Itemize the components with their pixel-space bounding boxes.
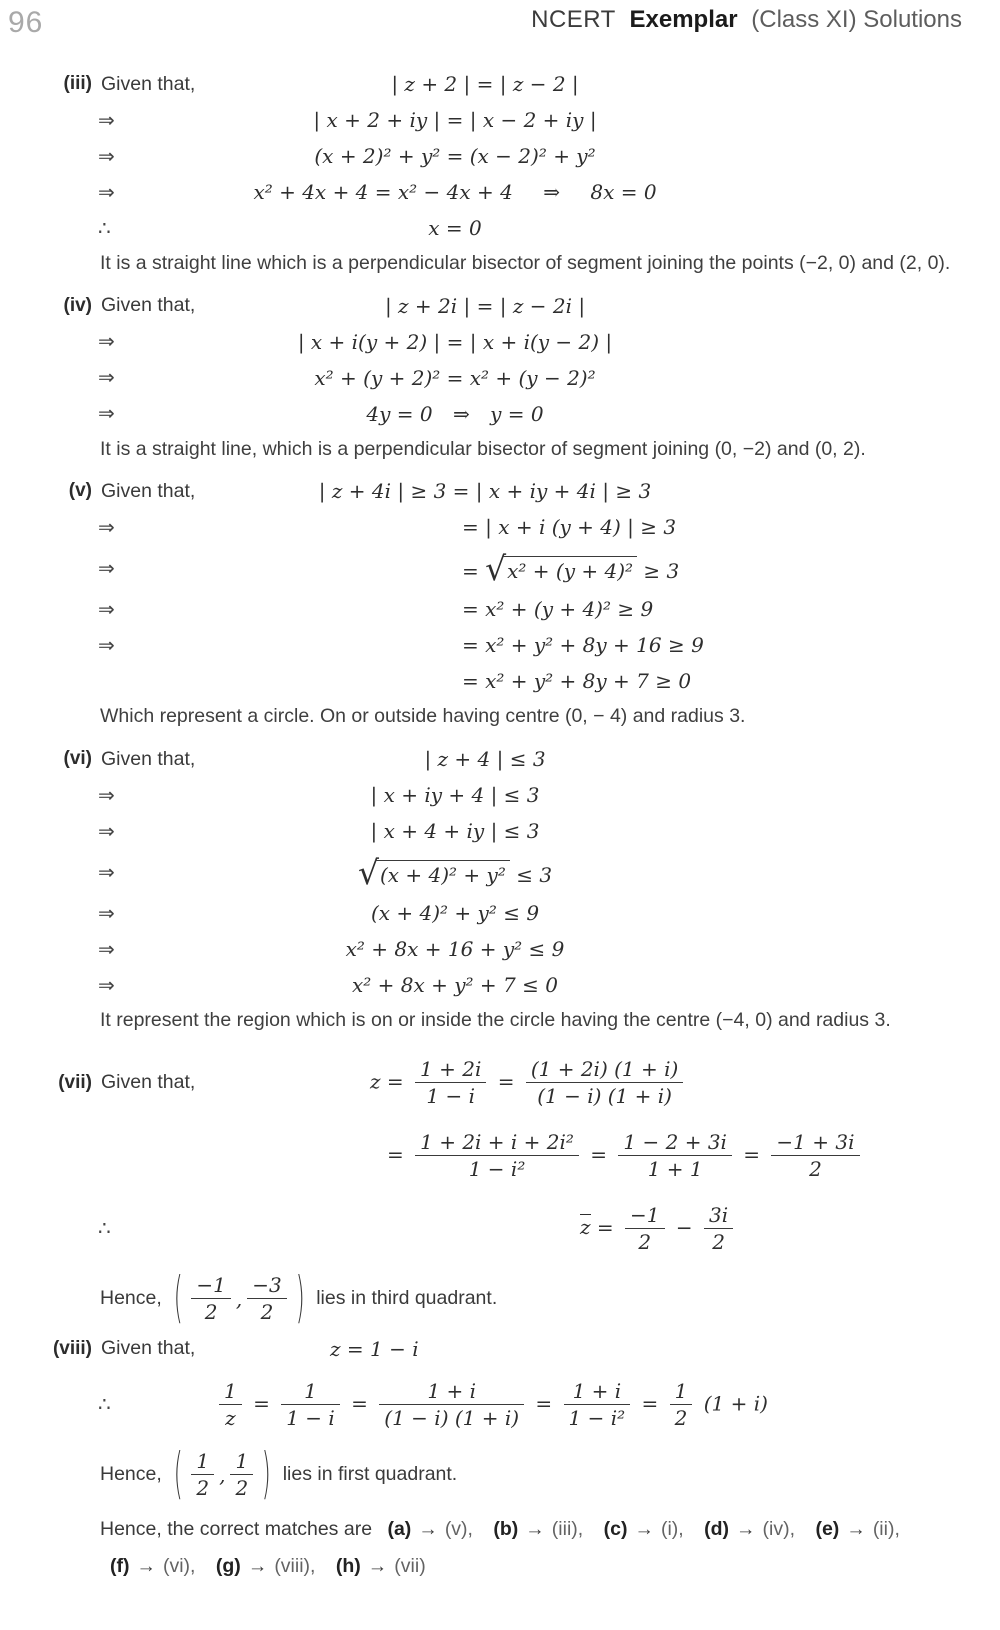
equals-sign: = [743,1142,761,1167]
comma: , [219,1462,226,1487]
book-title-suffix: (Class XI) Solutions [751,6,962,33]
fraction [281,1380,340,1430]
match-key: (c) [603,1517,628,1540]
match-key: (g) [215,1555,241,1577]
fraction [625,1204,664,1254]
numerator: −1 + 3i [771,1131,859,1156]
note-text: It represent the region which is on or inside the circle having the centre (−4, 0) and radius 3. [100,1009,891,1032]
equation-line: | z + 2i | = | z − 2i | [384,293,586,318]
implies-symbol: ⇒ [98,938,115,961]
row-vi-6 [0,931,1000,967]
match-key: (b) [493,1517,519,1540]
match-value: (vi), [162,1555,196,1577]
denominator: 1 − i [286,1406,335,1431]
open-paren: ( [173,1442,183,1507]
book-title [531,6,962,34]
fraction [526,1058,683,1108]
therefore-symbol: ∴ [98,1218,111,1241]
equation-line: x² + (y + 2)² = x² + (y − 2)² [314,365,596,390]
fraction [219,1380,242,1430]
given-text: Given that, [101,747,196,770]
match-key: (f) [110,1555,130,1577]
implies-symbol: ⇒ [98,181,115,204]
numerator: 1 [230,1450,253,1475]
hence-line-viii [0,1443,1000,1507]
square-root [485,548,637,588]
equation-line: x = 0 [428,216,482,240]
close-paren: ) [261,1442,271,1507]
equals-sign: = [351,1391,368,1416]
equation-line: | z + 4 | ≤ 3 [424,747,546,772]
equation-line [150,180,1000,204]
given-text: Given that, [101,1337,196,1360]
equation-line: = | x + i (y + 4) | ≥ 3 [462,515,677,540]
numerator: 1 − 2 + 3i [618,1131,732,1156]
therefore-symbol: ∴ [98,217,111,240]
given-text: Given that, [101,479,196,502]
row-vi-5 [0,895,1000,931]
fraction [771,1131,859,1181]
row-vii-2 [0,1121,1000,1191]
equation-line: = x² + (y + 4)² ≥ 9 [462,597,654,622]
denominator: 1 − i [426,1084,475,1109]
equation-part: (1 + i) [703,1391,768,1416]
final-matches-line-1 [0,1507,1000,1544]
row-viii-1 [0,1331,1000,1367]
denominator: 2 [204,1300,218,1325]
page-header [0,0,1000,40]
denominator: 1 − i² [568,1406,626,1431]
denominator: 2 [260,1300,274,1325]
denominator: 2 [196,1476,210,1501]
z-conjugate: z [580,1215,591,1240]
implies-symbol: ⇒ [98,145,115,168]
arrow-symbol: → [418,1517,438,1540]
numerator: 1 [281,1380,340,1405]
implies-symbol: ⇒ [98,820,115,843]
close-paren: ) [295,1266,305,1331]
row-vi-4 [0,849,1000,895]
equation-line: | x + 4 + iy | ≤ 3 [370,819,540,844]
equation-part: y = 0 [490,401,544,426]
denominator: 1 − i² [468,1157,526,1182]
fraction [415,1058,486,1108]
row-iv-4 [0,396,1000,432]
equation-line: z = 1 − i [330,1336,419,1361]
implies-symbol: ⇒ [98,634,115,657]
denominator: 2 [674,1406,688,1431]
equation-line [150,402,1000,426]
equation-line: | z + 4i | ≥ 3 = | x + iy + 4i | ≥ 3 [318,479,652,504]
row-viii-2 [0,1370,1000,1440]
denominator: (1 − i) (1 + i) [384,1406,520,1431]
open-paren: ( [173,1266,183,1331]
arrow-symbol: → [634,1517,654,1540]
numerator: −3 [247,1274,286,1299]
fraction [379,1380,524,1430]
denominator: 2 [809,1157,822,1182]
fraction [618,1131,732,1181]
equation-part: z = [370,1069,404,1094]
numerator: 1 + 2i [415,1058,486,1083]
note-text: It is a straight line which is a perpendicular bisector of segment joining the points (−2, 0) and (2, 0). [100,252,951,274]
equation-line [92,1131,1000,1181]
arrow-symbol: → [247,1555,268,1577]
row-iii-1 [0,66,1000,102]
row-vii-3 [0,1194,1000,1264]
book-title-prefix: NCERT [531,6,616,33]
numerator: 1 [219,1380,242,1405]
numerator: −1 [625,1204,664,1229]
equation-part: = [462,558,486,583]
denominator: 2 [638,1230,652,1255]
given-text: Given that, [101,1071,196,1094]
implies-symbol: ⇒ [98,403,115,426]
match-value: (viii), [274,1555,316,1577]
section-iii-label: (iii) [63,73,92,94]
numerator: 1 + i [379,1380,524,1405]
equation-line [150,548,1000,588]
numerator: −1 [191,1274,230,1299]
equation-line: (x + 2)² + y² = (x − 2)² + y² [314,144,596,168]
row-v-1 [0,473,1000,509]
implies-symbol: ⇒ [98,861,115,884]
section-vi-label: (vi) [63,748,92,770]
match-value: (v), [444,1517,473,1540]
implies-symbol: ⇒ [98,974,115,997]
numerator: (1 + 2i) (1 + i) [526,1058,683,1083]
match-key: (a) [387,1517,412,1540]
row-iv-1 [0,288,1000,324]
radical-icon: √ [485,548,507,588]
square-root [357,852,510,892]
fraction [564,1380,631,1430]
equation-line: x² + 8x + y² + 7 ≤ 0 [352,973,558,998]
fraction [247,1274,286,1324]
page-number: 96 [8,6,44,39]
book-title-bold: Exemplar [629,6,738,33]
fraction [230,1450,253,1500]
section-vii-label: (vii) [58,1071,92,1093]
fraction [704,1204,733,1254]
section-viii-label: (viii) [52,1337,92,1359]
note-text: It is a straight line, which is a perpendicular bisector of segment joining (0, −2) and (0, 2). [100,437,866,460]
fraction [415,1131,579,1181]
match-value: (iv), [762,1517,796,1540]
radicand: x² + (y + 4)² [502,556,637,583]
row-vii-1 [0,1048,1000,1118]
match-value: (vii) [394,1555,426,1577]
equation-line: x² + 8x + 16 + y² ≤ 9 [345,937,565,962]
implies-symbol: ⇒ [98,784,115,807]
equation-line [150,852,1000,892]
implies-symbol: ⇒ [98,598,115,621]
fraction [670,1380,693,1430]
equation-line [150,1380,1000,1430]
minus-sign: − [675,1215,693,1240]
match-value: (i), [660,1517,684,1540]
final-intro: Hence, the correct matches are [100,1517,373,1540]
arrow-symbol: → [136,1555,156,1577]
equation-part: x² + 4x + 4 = x² − 4x + 4 [253,180,513,204]
given-text: Given that, [101,72,196,95]
hence-text: Hence, [100,1287,162,1310]
match-key: (d) [704,1517,730,1540]
denominator: 2 [712,1230,725,1255]
numerator: 1 [191,1450,214,1475]
denominator: (1 − i) (1 + i) [537,1084,672,1109]
denominator: z [225,1406,236,1431]
note-text: Which represent a circle. On or outside having centre (0, − 4) and radius 3. [100,705,746,728]
row-iii-2 [0,102,1000,138]
hence-text: lies in first quadrant. [282,1463,458,1486]
hence-text: Hence, [100,1463,162,1486]
equation-line: | x + iy + 4 | ≤ 3 [370,783,540,808]
row-v-5 [0,627,1000,663]
row-vi-2 [0,777,1000,813]
implies-symbol: ⇒ [543,180,560,204]
arrow-symbol: → [736,1517,756,1540]
radicand: (x + 4)² + y² [375,860,510,887]
equals-sign: = [253,1391,270,1416]
equals-sign: = [641,1391,659,1416]
section-iv-label: (iv) [63,294,92,316]
numerator: 1 + 2i + i + 2i² [415,1131,579,1156]
row-iii-3 [0,138,1000,174]
numerator: 3i [704,1204,733,1229]
equation-line: | x + 2 + iy | = | x − 2 + iy | [313,108,597,132]
equation-part: ≤ 3 [509,862,553,887]
implies-symbol: ⇒ [452,401,470,426]
denominator: 2 [235,1476,249,1501]
solution-body [0,40,1000,1581]
hence-line-vii [0,1267,1000,1331]
equation-part: 8x = 0 [590,180,657,204]
equation-line: | x + i(y + 2) | = | x + i(y − 2) | [297,329,613,354]
equation-line: (x + 4)² + y² ≤ 9 [370,901,540,926]
implies-symbol: ⇒ [98,331,115,354]
row-v-6 [0,663,1000,699]
radical-icon: √ [357,852,379,892]
section-v-label: (v) [68,480,92,502]
equals-sign: = [590,1142,608,1167]
match-key: (h) [335,1555,361,1577]
hence-text: lies in third quadrant. [316,1287,498,1310]
equation-line: = x² + y² + 8y + 7 ≥ 0 [462,669,692,694]
row-iv-2 [0,324,1000,360]
row-vi-3 [0,813,1000,849]
row-v-2 [0,509,1000,545]
equation-line: = x² + y² + 8y + 16 ≥ 9 [462,633,704,658]
equation-part: ≥ 3 [637,558,680,583]
equals-sign: = [497,1069,515,1094]
arrow-symbol: → [846,1517,866,1540]
equals-sign: = [535,1391,553,1416]
row-v-4 [0,591,1000,627]
numerator: 1 [670,1380,693,1405]
match-value: (iii), [551,1517,584,1540]
fraction [191,1274,230,1324]
denominator: 1 + 1 [647,1157,703,1182]
implies-symbol: ⇒ [98,516,115,539]
equation-line [210,1058,1000,1108]
equation-line [150,1204,1000,1254]
equation-part: 4y = 0 [366,401,433,426]
arrow-symbol: → [525,1517,545,1540]
equals-sign: = [596,1215,614,1240]
implies-symbol: ⇒ [98,902,115,925]
row-iii-5 [0,210,1000,246]
given-text: Given that, [101,294,196,317]
equation-line: | z + 2 | = | z − 2 | [391,72,579,96]
therefore-symbol: ∴ [98,1394,111,1417]
arrow-symbol: → [367,1555,388,1577]
row-v-3 [0,545,1000,591]
numerator: 1 + i [564,1380,631,1405]
row-vi-1 [0,741,1000,777]
match-key: (e) [815,1517,840,1540]
fraction [191,1450,214,1500]
equals-sign: = [387,1142,404,1167]
row-iv-3 [0,360,1000,396]
implies-symbol: ⇒ [98,109,115,132]
comma: , [235,1286,243,1311]
row-vi-7 [0,967,1000,1003]
final-matches-line-2 [0,1544,1000,1581]
row-iii-4 [0,174,1000,210]
implies-symbol: ⇒ [98,367,115,390]
implies-symbol: ⇒ [98,557,115,580]
match-value: (ii), [872,1517,900,1540]
